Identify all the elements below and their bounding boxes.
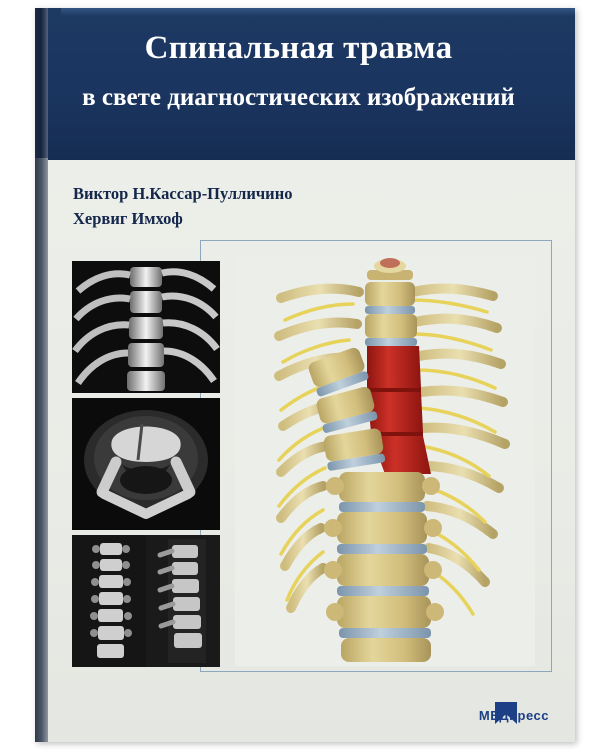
book-title-secondary: в свете диагностических изображений	[82, 84, 515, 111]
book-cover	[35, 8, 575, 742]
radiograph-ap-and-lateral-spine	[72, 535, 220, 667]
author-name-1: Виктор Н.Кассар-Пулличино	[73, 184, 293, 203]
ct-axial-vertebra-slice	[72, 398, 220, 530]
book-title-primary: Спинальная травма	[144, 30, 453, 66]
author-name-2: Хервиг Имхоф	[73, 209, 183, 228]
book-spine-edge-lower	[35, 158, 48, 742]
radiograph-ap-lateral-image	[72, 535, 220, 667]
title-band-highlight	[61, 8, 575, 16]
publisher-name: МЕДпресс	[478, 708, 549, 723]
ct-3d-rib-spine-image	[72, 261, 220, 393]
ct-3d-rib-spine-reconstruction	[72, 261, 220, 393]
spine-illustration-svg	[235, 256, 535, 666]
ct-axial-vertebra-image	[72, 398, 220, 530]
lumbar-vertebral-bodies	[337, 472, 431, 662]
spine-anatomical-illustration	[235, 256, 535, 666]
